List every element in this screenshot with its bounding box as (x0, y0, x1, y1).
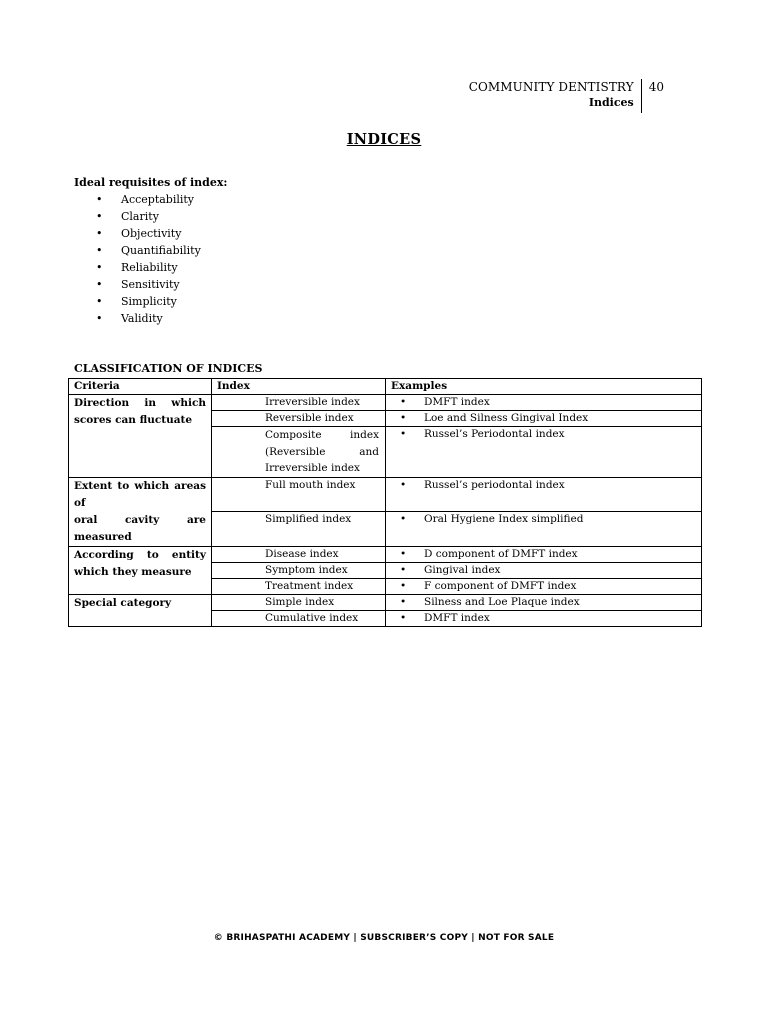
list-item-label: Quantifiability (121, 244, 201, 257)
bullet-icon: • (96, 227, 103, 240)
bullet-icon: • (400, 428, 407, 440)
bullet-icon: • (400, 513, 407, 525)
example-cell (386, 411, 702, 427)
list-item-label: Objectivity (121, 227, 182, 240)
index-cell: Reversible index (212, 411, 386, 427)
bullet-icon: • (96, 210, 103, 223)
column-header-criteria: Criteria (69, 379, 212, 395)
example-label: Gingival index (424, 563, 501, 576)
example-cell (386, 477, 702, 512)
criteria-cell-according (69, 546, 212, 594)
example-cell (386, 610, 702, 626)
list-item (96, 293, 201, 310)
bullet-icon: • (400, 579, 407, 592)
running-header (469, 79, 664, 113)
table-row (69, 594, 702, 610)
bullet-icon: • (96, 193, 103, 206)
index-cell: Symptom index (212, 562, 386, 578)
column-header-index: Index (212, 379, 386, 395)
header-subject: COMMUNITY DENTISTRY (468, 80, 634, 94)
list-item (96, 191, 201, 208)
example-label: Oral Hygiene Index simplified (424, 513, 584, 525)
list-item-label: Reliability (121, 261, 178, 274)
page-title: INDICES (346, 131, 422, 148)
example-label: Russel’s Periodontal index (424, 428, 565, 440)
criteria-line: Extent to which areas of (74, 479, 206, 509)
criteria-cell-direction (69, 395, 212, 478)
example-label: Silness and Loe Plaque index (424, 595, 580, 608)
list-item (96, 242, 201, 259)
table-row (69, 395, 702, 411)
example-cell (386, 427, 702, 478)
example-cell (386, 594, 702, 610)
index-cell: Simple index (212, 594, 386, 610)
list-item-label: Simplicity (121, 295, 177, 308)
bullet-icon: • (400, 478, 407, 491)
list-item (96, 225, 201, 242)
bullet-icon: • (96, 261, 103, 274)
requisites-list (96, 191, 201, 327)
page-number: 40 (648, 80, 664, 94)
example-label: DMFT index (424, 611, 490, 624)
bullet-icon: • (96, 312, 103, 325)
example-label: Loe and Silness Gingival Index (424, 412, 589, 424)
list-item (96, 276, 201, 293)
index-cell: Irreversible index (212, 395, 386, 411)
list-item (96, 310, 201, 327)
running-header-titles (469, 79, 641, 113)
criteria-cell-special: Special category (69, 594, 212, 626)
requisites-heading: Ideal requisites of index: (74, 176, 228, 189)
classification-table (68, 378, 702, 627)
bullet-icon: • (400, 547, 407, 560)
example-cell (386, 512, 702, 547)
table-row (69, 477, 702, 512)
list-item-label: Validity (121, 312, 163, 325)
index-cell: Treatment index (212, 578, 386, 594)
criteria-line: According to entity (74, 548, 206, 561)
example-label: DMFT index (424, 396, 490, 408)
list-item-label: Acceptability (121, 193, 195, 206)
header-topic: Indices (588, 96, 634, 109)
table-row (69, 546, 702, 562)
example-label: D component of DMFT index (424, 547, 578, 560)
index-cell: Disease index (212, 546, 386, 562)
example-cell (386, 562, 702, 578)
example-cell (386, 395, 702, 411)
bullet-icon: • (400, 595, 407, 608)
list-item (96, 259, 201, 276)
example-label: F component of DMFT index (424, 579, 577, 592)
criteria-line: Direction in which (74, 397, 206, 409)
criteria-line: oral cavity are measured (74, 513, 206, 543)
list-item-label: Sensitivity (121, 278, 180, 291)
bullet-icon: • (96, 278, 103, 291)
example-cell (386, 578, 702, 594)
example-label: Russel’s periodontal index (424, 478, 565, 491)
bullet-icon: • (96, 295, 103, 308)
table-header-row (69, 379, 702, 395)
bullet-icon: • (400, 611, 407, 624)
bullet-icon: • (96, 244, 103, 257)
classification-heading: CLASSIFICATION OF INDICES (74, 362, 263, 375)
index-cell: Composite index (Reversible and Irreversible index (212, 427, 386, 478)
page-footer: © BRIHASPATHI ACADEMY | SUBSCRIBER’S COPY | NOT FOR SALE (213, 933, 555, 943)
criteria-cell-extent (69, 477, 212, 546)
example-cell (386, 546, 702, 562)
bullet-icon: • (400, 412, 407, 424)
criteria-line: which they measure (74, 565, 192, 578)
index-cell: Full mouth index (212, 477, 386, 512)
list-item (96, 208, 201, 225)
criteria-line: scores can fluctuate (74, 414, 193, 426)
list-item-label: Clarity (121, 210, 159, 223)
index-cell: Cumulative index (212, 610, 386, 626)
index-cell: Simplified index (212, 512, 386, 547)
column-header-examples: Examples (386, 379, 702, 395)
bullet-icon: • (400, 563, 407, 576)
bullet-icon: • (400, 396, 407, 408)
